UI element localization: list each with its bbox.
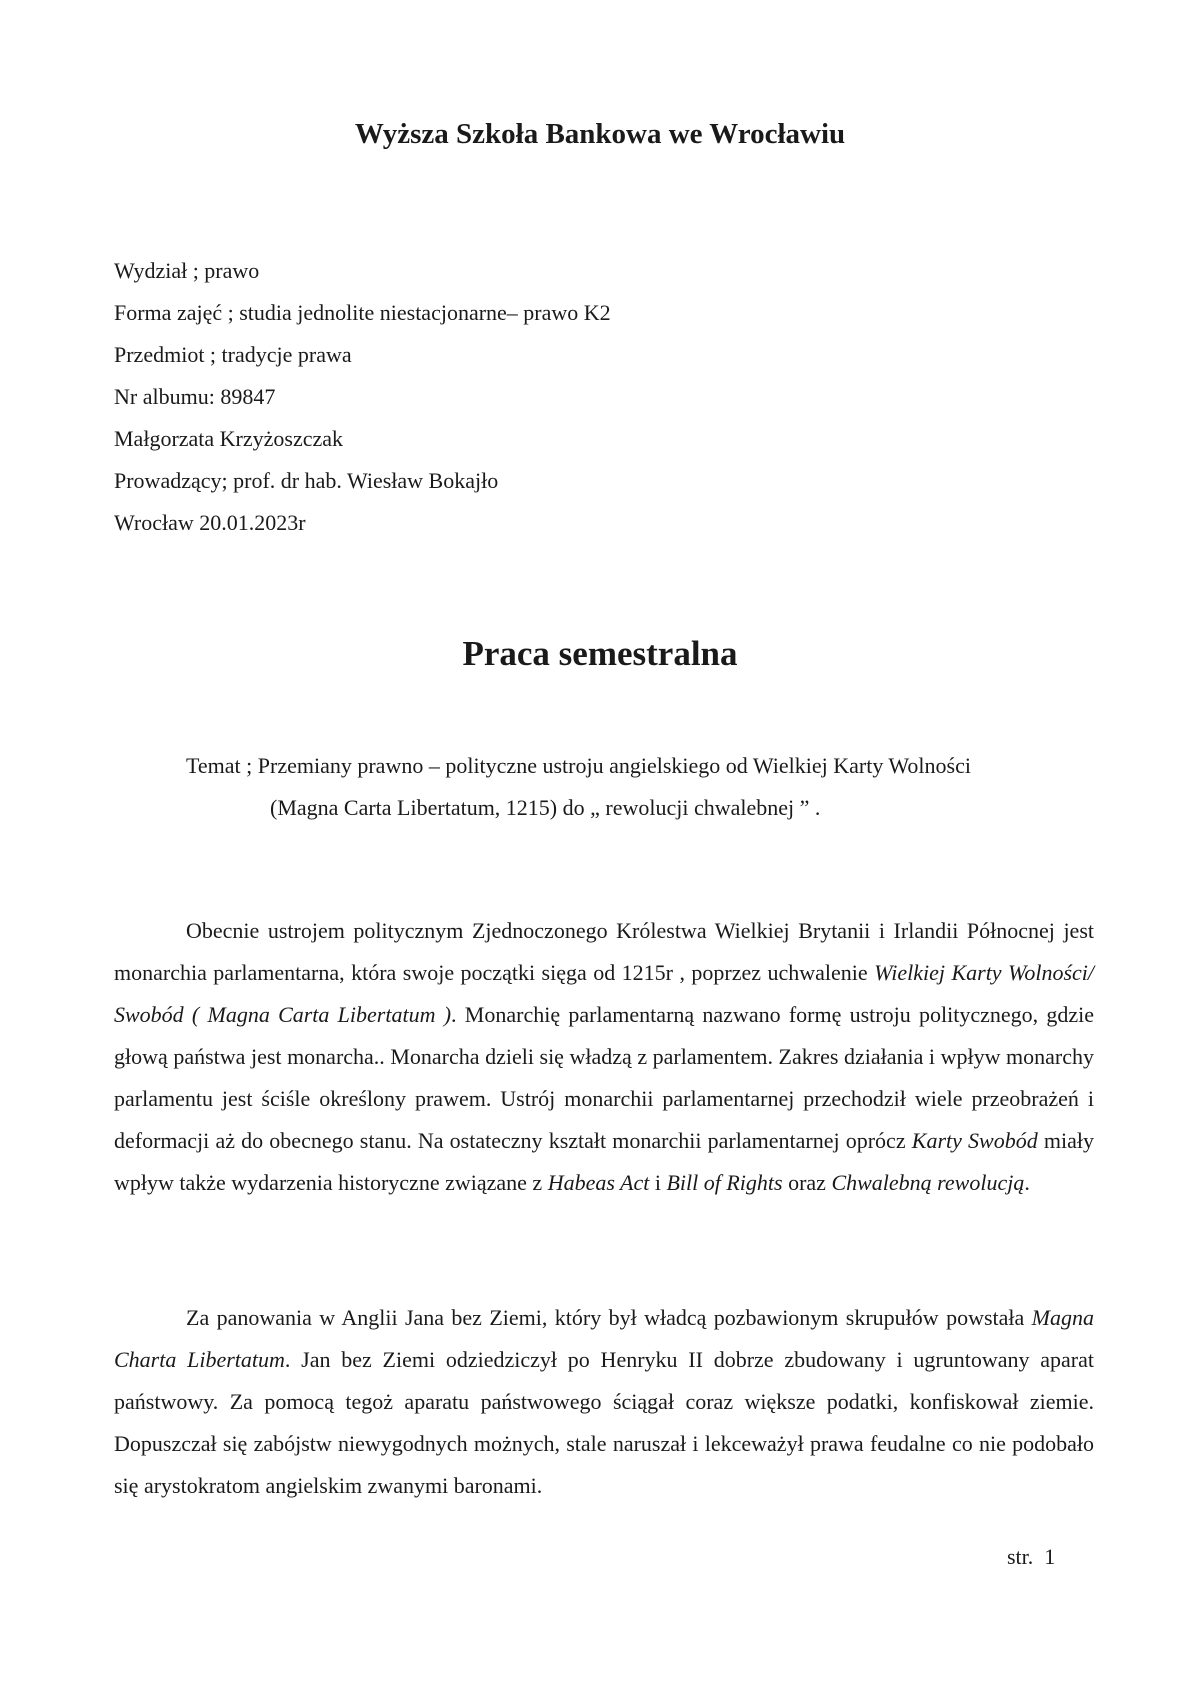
italic-run: Wielkiej Karty Wolności/ Swobód ( Magna Carta Libertatum ) — [114, 960, 1095, 1027]
document-metadata — [114, 250, 611, 544]
meta-study-form: Forma zajęć ; studia jednolite niestacjonarne– prawo K2 — [114, 300, 611, 325]
topic-line-2: (Magna Carta Libertatum, 1215) do „ rewolucji chwalebnej ” . — [270, 795, 821, 820]
text-run: Za panowania w Anglii Jana bez Ziemi, który był władcą pozbawionym skrupułów powstała — [186, 1305, 1032, 1330]
topic — [186, 745, 1086, 829]
meta-author: Małgorzata Krzyżoszczak — [114, 426, 344, 451]
text-run: . Monarchię parlamentarną nazwano formę ustroju politycznego, gdzie głową państwa jest monarcha.. Monarcha dzieli się władzą z parlamentem. Zakres działania i wpływ monarchy parlamentu jest ściśle określony prawem. Ustrój monarchii parlamentarnej przechodził wiele przeobrażeń i deformacji aż do obecnego stanu. Na ostateczny kształt monarchii parlamentarnej oprócz — [114, 1002, 1094, 1153]
page-number: str. 1 — [1007, 1544, 1056, 1569]
meta-subject: Przedmiot ; tradycje prawa — [114, 342, 352, 367]
topic-line-1: Temat ; Przemiany prawno – polityczne ustroju angielskiego od Wielkiej Karty Wolności — [186, 753, 971, 778]
italic-run: Bill of Rights — [666, 1170, 783, 1195]
meta-place-date: Wrocław 20.01.2023r — [114, 510, 306, 535]
text-run: miały wpływ także wydarzenia historyczne związane z — [114, 1128, 1094, 1195]
italic-run: Habeas Act — [547, 1170, 650, 1195]
text-run: . — [1024, 1170, 1030, 1195]
meta-faculty: Wydział ; prawo — [114, 258, 260, 283]
meta-supervisor: Prowadzący; prof. dr hab. Wiesław Bokajło — [114, 468, 499, 493]
document-title: Praca semestralna — [462, 634, 738, 673]
italic-run: Chwalebną rewolucją — [831, 1170, 1025, 1195]
text-run: . Jan bez Ziemi odziedziczył po Henryku II dobrze zbudowany i ugruntowany aparat państwowy. Za pomocą tegoż aparatu państwowego ściągał coraz większe podatki, konfiskował ziemie. Dopuszczał się zabójstw niewygodnych możnych, stale naruszał i lekceważył prawa feudalne co nie podobało się arystokratom angielskim zwanymi baronami. — [114, 1347, 1094, 1498]
italic-run: Karty Swobód — [911, 1128, 1038, 1153]
university-heading: Wyższa Szkoła Bankowa we Wrocławiu — [354, 118, 846, 150]
text-run: oraz — [782, 1170, 832, 1195]
meta-album-number: Nr albumu: 89847 — [114, 384, 276, 409]
body-paragraph-1 — [114, 910, 1094, 1204]
body-paragraph-2 — [114, 1297, 1094, 1507]
text-run: Obecnie ustrojem politycznym Zjednoczonego Królestwa Wielkiej Brytanii i Irlandii Północnej jest monarchia parlamentarna, która swoje początki sięga od 1215r , poprzez uchwalenie — [114, 918, 1094, 985]
italic-run: Magna Charta Libertatum — [114, 1305, 1094, 1372]
text-run: i — [649, 1170, 667, 1195]
